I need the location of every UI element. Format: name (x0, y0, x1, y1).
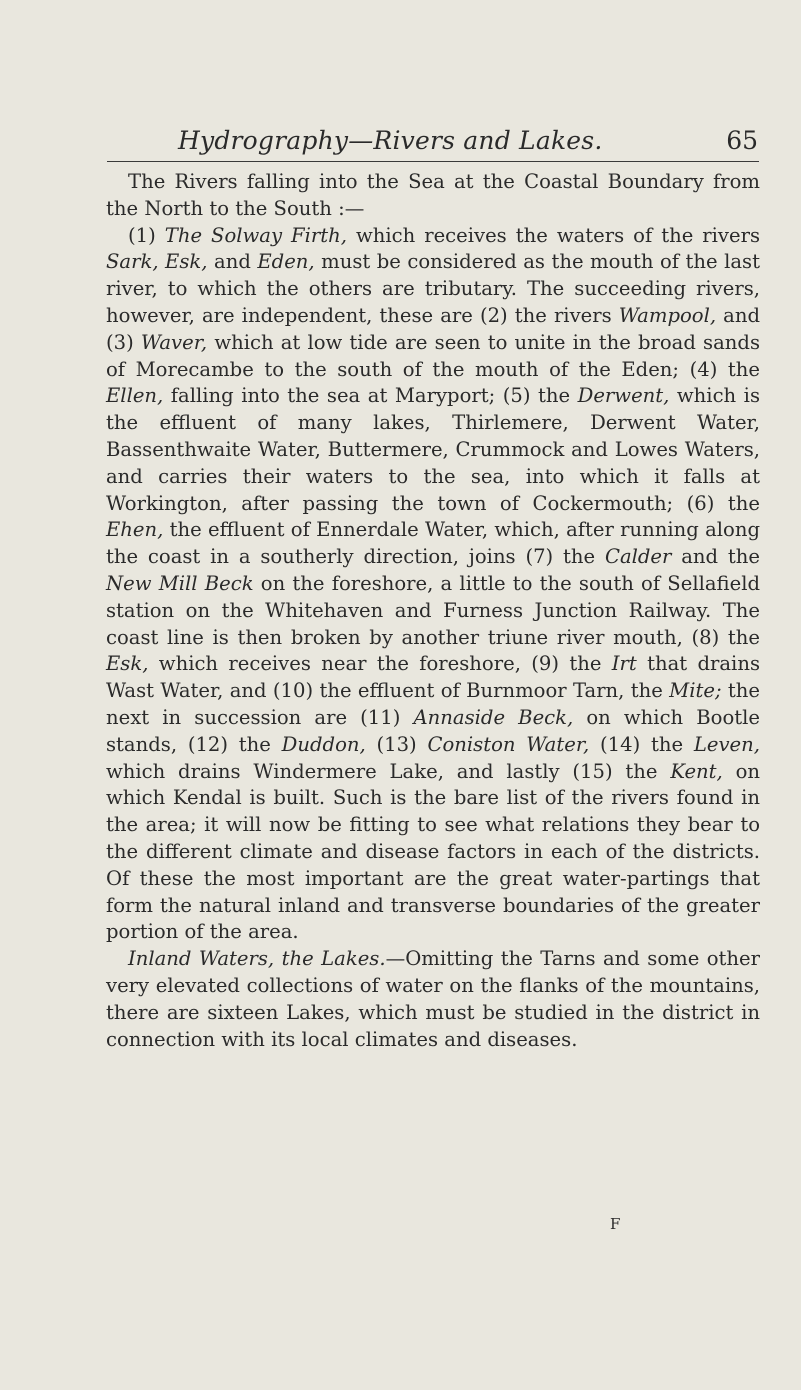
text-run: The Rivers falling into the Sea at the Coastal Boundary from the North to the South :— (106, 170, 760, 220)
river-name-sark-esk: Sark, Esk, (106, 250, 208, 274)
river-name-wampool: Wampool, (618, 303, 717, 327)
text-run: and the (671, 545, 760, 569)
river-name-ellen: Ellen, (106, 384, 164, 408)
text-run: which is the effluent of many lakes, Thirlemere, Derwent Water, Bassenthwaite Water, Buttermere, Crummock and Lowes Waters, and carries their waters to the sea, into which it falls at Workington, after passing the town of Cockermouth; (6) the (106, 384, 761, 515)
text-run: which at low tide are seen to unite in the broad sands of Morecambe to the south of the mouth of the Eden; (4) the (106, 330, 761, 381)
river-name-annaside-beck: Annaside Beck, (413, 705, 574, 729)
section-heading-inland-waters: Inland Waters, the Lakes. (128, 947, 386, 971)
text-run: which drains Windermere Lake, and lastly (15) the (106, 759, 671, 783)
river-name-esk: Esk, (106, 652, 149, 676)
page-number: 65 (726, 126, 758, 155)
text-run: and (3) (106, 303, 760, 354)
text-run: the next in succession are (11) (106, 679, 760, 729)
paragraph-inland-waters (106, 946, 760, 1053)
text-run: on which Bootle stands, (12) the (106, 705, 761, 756)
river-name-eden: Eden, (257, 250, 315, 274)
text-run: on the foreshore, a little to the south of Sellafield station on the Whitehaven and Furness Junction Railway. The coast line is then broken by another triune river mouth, (8) the (106, 571, 761, 649)
running-head (178, 126, 758, 162)
river-name-ehen: Ehen, (106, 518, 164, 542)
text-run: falling into the sea at Maryport; (5) the (163, 384, 578, 408)
text-run: —Omitting the Tarns and some other very elevated collections of water on the flanks of the mountains, there are sixteen Lakes, which must be studied in the district in connection with its local climates and diseases. (106, 947, 760, 1051)
river-name-irt: Irt (611, 652, 637, 676)
river-name-mite: Mite; (669, 679, 722, 703)
header-rule (107, 161, 759, 162)
river-name-duddon: Duddon, (281, 732, 366, 756)
paragraph-intro (106, 169, 760, 223)
text-run: must be considered as the mouth of the last river, to which the others are tributary. The succeeding rivers, however, are independent, these are (2) the rivers (106, 250, 760, 327)
text-run: (13) (365, 732, 428, 756)
river-name-kent: Kent, (670, 759, 723, 783)
river-name-new-mill-beck: New Mill Beck (106, 571, 254, 595)
river-name-solway-firth: The Solway Firth, (164, 223, 347, 247)
text-run: on which Kendal is built. Such is the bare list of the rivers found in the area; it will now be fitting to see what relations they bear to the different climate and disease factors in each of the districts. Of these the most important are the great water-partings that form the natural inland and transverse boundaries of the greater portion of the area. (106, 759, 760, 944)
text-run: which receives the waters of the rivers (346, 223, 760, 247)
text-run: the effluent of Ennerdale Water, which, after running along the coast in a southerly direction, joins (7) the (106, 518, 760, 569)
river-name-leven: Leven, (693, 732, 760, 756)
river-name-derwent: Derwent, (577, 384, 670, 408)
river-name-calder: Calder (604, 545, 672, 569)
text-run: (1) (128, 223, 165, 247)
signature-mark: F (610, 1215, 622, 1233)
paragraph-rivers-list (106, 223, 760, 947)
body-text (106, 169, 760, 1053)
running-title: Hydrography—Rivers and Lakes. (178, 126, 603, 155)
text-run: (14) the (589, 732, 694, 756)
text-run: which receives near the foreshore, (9) the (148, 652, 612, 676)
text-run: that drains Wast Water, and (10) the effluent of Burnmoor Tarn, the (106, 652, 760, 703)
river-name-coniston-water: Coniston Water, (427, 732, 590, 756)
text-run: and (207, 250, 258, 274)
river-name-waver: Waver, (140, 330, 208, 354)
